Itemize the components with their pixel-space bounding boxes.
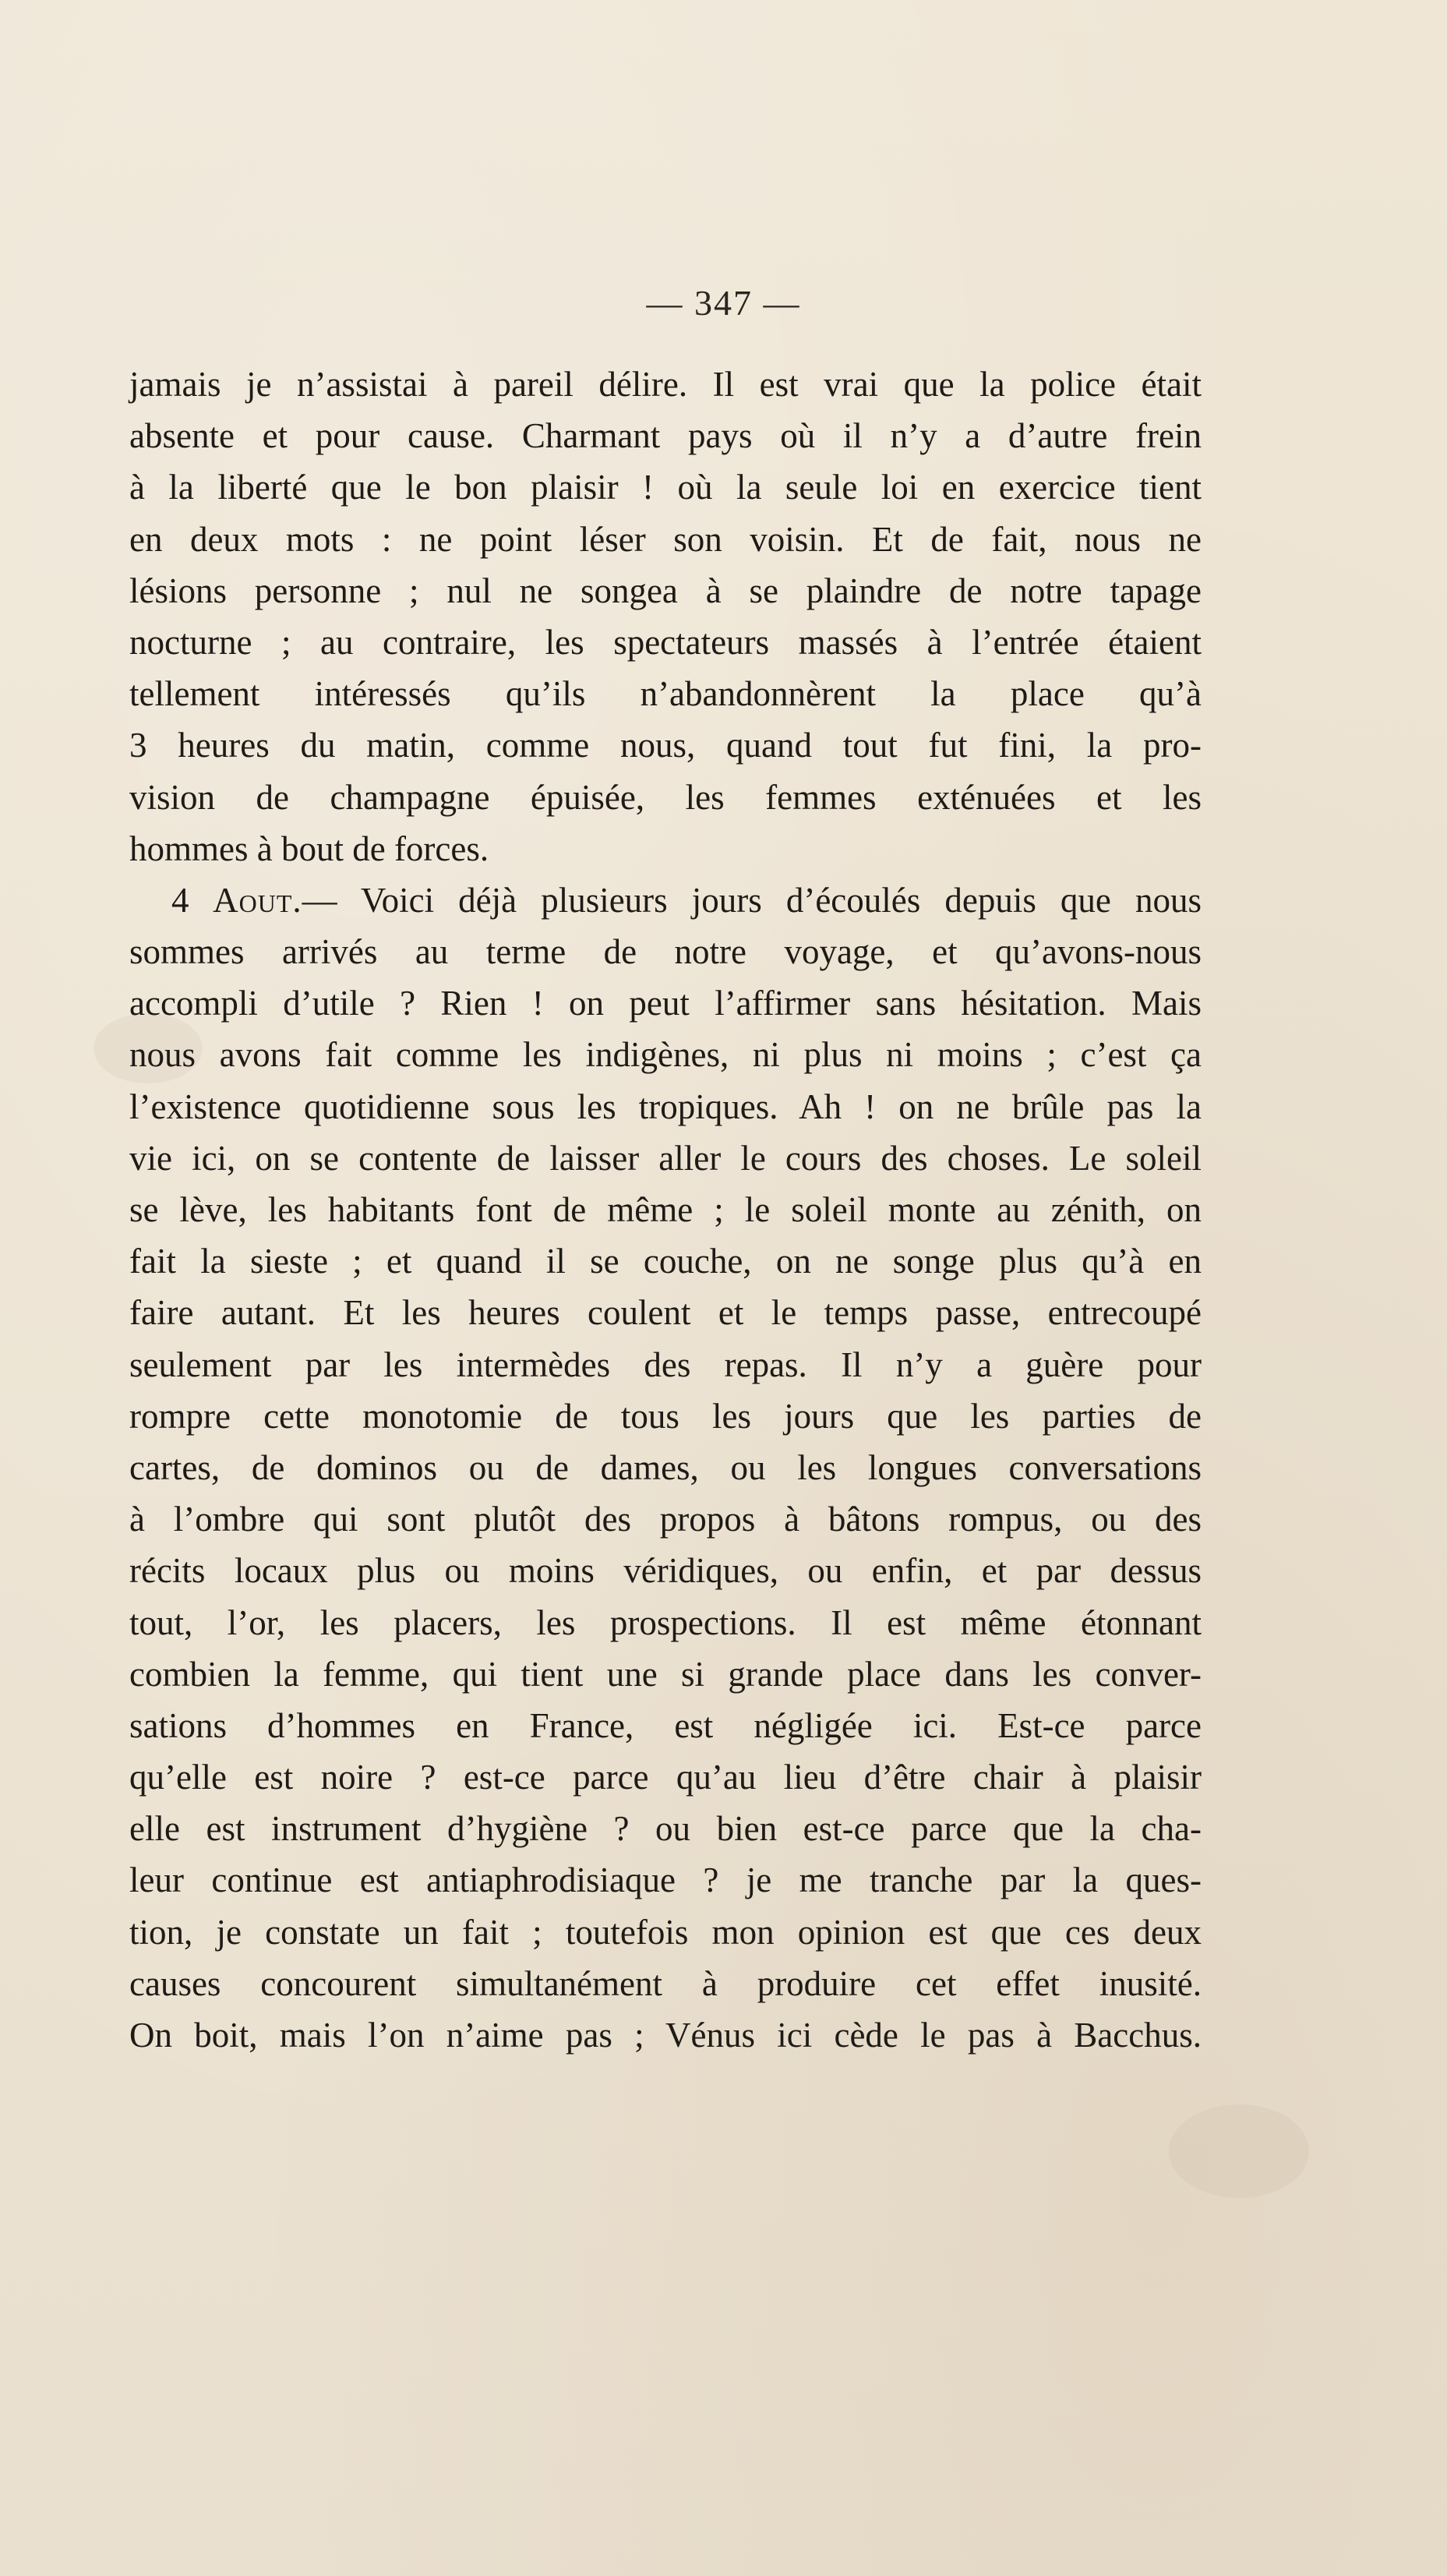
text-line-rest: — Voici déjà plusieurs jours d’écoulés depuis que nous xyxy=(302,880,1202,920)
text-line: tout, l’or, les placers, les prospections. Il est même étonnant xyxy=(129,1602,1202,1642)
text-line: jamais je n’assistai à pareil délire. Il est vrai que la police était xyxy=(129,365,1202,404)
text-line: qu’elle est noire ? est-ce parce qu’au lieu d’être chair à plaisir xyxy=(129,1758,1202,1797)
text-line: fait la sieste ; et quand il se couche, on ne songe plus qu’à en xyxy=(129,1242,1202,1281)
text-line: sations d’hommes en France, est négligée ici. Est-ce parce xyxy=(129,1705,1202,1745)
text-line: causes concourent simultanément à produire cet effet inusité. xyxy=(129,1963,1202,2003)
page-number: — 347 — xyxy=(646,283,801,323)
text-line: leur continue est antiaphrodisiaque ? je me tranche par la ques- xyxy=(129,1860,1202,1900)
text-line: à la liberté que le bon plaisir ! où la seule loi en exercice tient xyxy=(129,468,1202,507)
text-line: récits locaux plus ou moins véridiques, ou enfin, et par dessus xyxy=(129,1551,1202,1591)
paragraph-first-line xyxy=(129,875,1202,926)
text-line: se lève, les habitants font de même ; le soleil monte au zénith, on xyxy=(129,1190,1202,1229)
date-heading: 4 Aout. xyxy=(171,880,302,920)
paper-stain xyxy=(1169,2104,1309,2198)
text-line: sommes arrivés au terme de notre voyage, et qu’avons-nous xyxy=(129,932,1202,972)
text-line: combien la femme, qui tient une si grande place dans les conver- xyxy=(129,1654,1202,1694)
text-line: seulement par les intermèdes des repas. Il n’y a guère pour xyxy=(129,1345,1202,1384)
text-line: vie ici, on se contente de laisser aller le cours des choses. Le soleil xyxy=(129,1138,1202,1178)
text-line: On boit, mais l’on n’aime pas ; Vénus ici cède le pas à Bacchus. xyxy=(129,2016,1202,2055)
text-line: elle est instrument d’hygiène ? ou bien est-ce parce que la cha- xyxy=(129,1809,1202,1849)
text-line: 3 heures du matin, comme nous, quand tout fut fini, la pro- xyxy=(129,726,1202,765)
text-line: nous avons fait comme les indigènes, ni plus ni moins ; c’est ça xyxy=(129,1035,1202,1075)
text-line: l’existence quotidienne sous les tropiques. Ah ! on ne brûle pas la xyxy=(129,1087,1202,1126)
text-line: tion, je constate un fait ; toutefois mon opinion est que ces deux xyxy=(129,1912,1202,1952)
text-line: rompre cette monotomie de tous les jours que les parties de xyxy=(129,1396,1202,1436)
text-line: cartes, de dominos ou de dames, ou les longues conversations xyxy=(129,1447,1202,1487)
text-line: absente et pour cause. Charmant pays où il n’y a d’autre frein xyxy=(129,416,1202,456)
text-line: vision de champagne épuisée, les femmes exténuées et les xyxy=(129,777,1202,817)
body-text xyxy=(129,359,1202,2061)
text-line: tellement intéressés qu’ils n’abandonnèrent la place qu’à xyxy=(129,674,1202,714)
text-line: faire autant. Et les heures coulent et le temps passe, entrecoupé xyxy=(129,1293,1202,1333)
text-line: à l’ombre qui sont plutôt des propos à bâtons rompus, ou des xyxy=(129,1500,1202,1539)
text-line: accompli d’utile ? Rien ! on peut l’affirmer sans hésitation. Mais xyxy=(129,984,1202,1023)
text-line: lésions personne ; nul ne songea à se plaindre de notre tapage xyxy=(129,571,1202,610)
text-line: nocturne ; au contraire, les spectateurs massés à l’entrée étaient xyxy=(129,622,1202,662)
text-line: en deux mots : ne point léser son voisin. Et de fait, nous ne xyxy=(129,519,1202,559)
text-line: hommes à bout de forces. xyxy=(129,829,489,868)
